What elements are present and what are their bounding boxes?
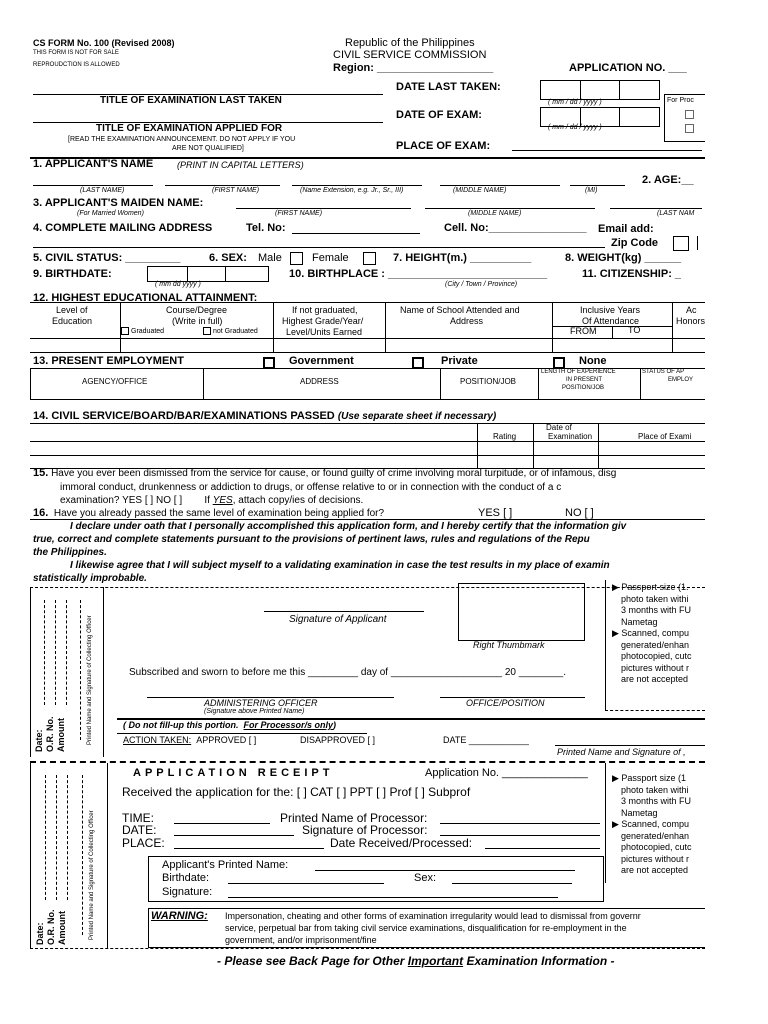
col-date-exam-label-2: Examination <box>548 432 593 441</box>
processor-date-field[interactable]: DATE ____________ <box>443 735 529 745</box>
birthplace-caption: (City / Town / Province) <box>445 281 518 288</box>
not-for-sale-note: THIS FORM IS NOT FOR SALE <box>33 50 119 56</box>
col-agency-label: AGENCY/OFFICE <box>82 377 148 386</box>
col-school-label: Name of School Attended and <box>400 305 520 315</box>
place-of-exam-line[interactable] <box>512 150 702 151</box>
q1-label: 1. APPLICANT'S NAME <box>33 158 154 170</box>
announcement-note-2: ARE NOT QUALIFIED] <box>172 145 244 152</box>
date-format-hint: ( mm / dd / yyyy ) <box>548 99 602 106</box>
title-last-taken-label: TITLE OF EXAMINATION LAST TAKEN <box>100 95 282 106</box>
declaration-line-3: the Philippines. <box>33 547 107 558</box>
receipt-date-label: DATE: <box>122 823 157 837</box>
date-last-taken-boxes[interactable] <box>540 80 660 100</box>
eligibility-row-1[interactable] <box>30 455 705 456</box>
col-grade-label-2: Highest Grade/Year/ <box>282 316 364 326</box>
signature-processor-label: Signature of Processor: <box>302 823 428 837</box>
private-label: Private <box>441 355 478 367</box>
signature-above-name-label: (Signature above Printed Name) <box>204 708 305 715</box>
mailing-address-field[interactable] <box>33 247 605 248</box>
receipt-strip-or-label: O.R. No. <box>46 909 56 945</box>
applicant-birthdate-field[interactable] <box>228 883 384 884</box>
right-thumbmark-label: Right Thumbmark <box>473 640 545 650</box>
from-label: FROM <box>570 326 597 336</box>
strip-collecting-officer: Printed Name and Signature of Collecting Officer <box>87 615 93 745</box>
date-last-taken-label: DATE LAST TAKEN: <box>396 81 501 93</box>
height-field[interactable]: 7. HEIGHT(m.) __________ <box>393 252 532 264</box>
col-length-label-2: IN PRESENT <box>566 377 603 383</box>
email-label: Email add: <box>598 223 654 235</box>
weight-field[interactable]: 8. WEIGHT(kg) ______ <box>565 252 682 264</box>
education-row[interactable] <box>30 352 705 353</box>
applicant-signature-field[interactable] <box>228 897 558 898</box>
col-grade-label: If not graduated, <box>292 305 358 315</box>
receipt-strip-collecting-officer: Printed Name and Signature of Collecting Officer <box>89 810 95 940</box>
maiden-middle-name-field[interactable] <box>425 208 595 209</box>
maiden-first-caption: (FIRST NAME) <box>275 210 323 217</box>
col-years-label-2: Of Attendance <box>582 316 640 326</box>
declaration-line-5: statistically improbable. <box>33 573 147 584</box>
last-name-caption: (LAST NAME) <box>80 187 125 194</box>
first-name-field[interactable] <box>165 185 280 186</box>
warning-label: WARNING: <box>151 910 208 922</box>
printed-processor-label: Printed Name of Processor: <box>280 811 428 825</box>
q16-no[interactable]: NO [ ] <box>565 507 594 519</box>
tel-no-field[interactable] <box>292 233 420 234</box>
warning-line-3: government, and/or imprisonment/fine <box>225 935 377 945</box>
name-extension-caption: (Name Extension, e.g. Jr., Sr., III) <box>300 187 404 194</box>
married-women-caption: (For Married Women) <box>77 210 144 217</box>
strip-date-label: Date: <box>34 729 44 752</box>
processor-note: ( Do not fill-up this portion. For Processor/s only) <box>123 720 337 730</box>
declaration-line-2: true, correct and complete statements pursuant to the provisions of pertinent laws, rules and regulations of the Repu <box>33 534 590 545</box>
maiden-last-caption: (LAST NAM <box>657 210 695 217</box>
warning-line-2: service, perpetual bar from taking civil service examinations, disqualification for re-employment in the <box>225 923 627 933</box>
region-field[interactable]: Region: ___________________ <box>333 62 494 74</box>
citizenship-field[interactable]: 11. CITIZENSHIP: _ <box>582 268 682 280</box>
receipt-place-field[interactable] <box>174 848 324 849</box>
birthdate-label: 9. BIRTHDATE: <box>33 268 112 280</box>
col-school-label-2: Address <box>450 316 484 326</box>
middle-name-field[interactable] <box>440 185 560 186</box>
processor-checkbox-1[interactable] <box>685 110 694 119</box>
mi-field[interactable] <box>570 185 625 186</box>
col-course-label: Course/Degree <box>166 305 228 315</box>
q15-text: 15. Have you ever been dismissed from the service for cause, or found guilty of crime involving moral turpitude, or of infamous, disg <box>33 467 617 479</box>
first-name-caption: (FIRST NAME) <box>212 187 260 194</box>
declaration-line-4: I likewise agree that I will subject myself to a validating examination in case the test results in my place of examin <box>70 560 610 571</box>
none-label: None <box>579 355 607 367</box>
col-years-label: Inclusive Years <box>580 305 641 315</box>
male-checkbox[interactable] <box>290 252 303 265</box>
q16-text: 16. Have you already passed the same level of examination being applied for? <box>33 507 385 519</box>
date-format-hint-2: ( mm / dd / yyyy ) <box>548 124 602 131</box>
maiden-last-name-field[interactable] <box>610 208 702 209</box>
col-rating-label: Rating <box>493 432 517 441</box>
receipt-date-field[interactable] <box>174 835 294 836</box>
col-level-label-2: Education <box>52 316 93 326</box>
receipt-time-label: TIME: <box>122 811 154 825</box>
receipt-strip-date-label: Date: <box>35 922 45 945</box>
receipt-strip-amount-label: Amount <box>57 911 67 945</box>
col-status-label-2: EMPLOY <box>668 377 694 383</box>
female-label: Female <box>312 252 349 264</box>
civil-status-field[interactable]: 5. CIVIL STATUS: _________ <box>33 252 181 264</box>
q3-label: 3. APPLICANT'S MAIDEN NAME: <box>33 197 204 209</box>
col-length-label-3: POSITION/JOB <box>562 385 605 391</box>
title-applied-label: TITLE OF EXAMINATION APPLIED FOR <box>96 123 283 134</box>
date-received-field[interactable] <box>485 848 600 849</box>
col-length-label: LENGTH OF EXPERIENCE <box>541 369 616 375</box>
middle-name-caption: (MIDDLE NAME) <box>453 187 507 194</box>
applicant-printed-name-label: Applicant's Printed Name: <box>162 859 289 871</box>
zip-code-box[interactable] <box>673 236 689 251</box>
to-label: TO <box>628 325 641 335</box>
right-thumbmark-box[interactable] <box>458 583 585 641</box>
q13-label: 13. PRESENT EMPLOYMENT <box>33 355 184 367</box>
cell-no-field[interactable]: Cell. No:________________ <box>444 222 587 234</box>
receipt-application-no[interactable]: Application No. ______________ <box>425 767 588 779</box>
for-processor-label: For Proc <box>667 97 694 104</box>
date-of-exam-label: DATE OF EXAM: <box>396 109 482 121</box>
name-extension-field[interactable] <box>292 185 422 186</box>
receipt-place-label: PLACE: <box>122 836 165 850</box>
birthplace-field[interactable]: 10. BIRTHPLACE : __________________________ <box>289 268 548 280</box>
maiden-first-name-field[interactable] <box>236 208 411 209</box>
birthdate-format-hint: ( mm dd yyyy ) <box>155 281 201 288</box>
q1-note: (PRINT IN CAPITAL LETTERS) <box>177 160 304 170</box>
disapproved-option[interactable]: DISAPPROVED [ ] <box>300 735 376 745</box>
strip-or-label: O.R. No. <box>45 716 55 752</box>
applicant-sex-field[interactable] <box>452 883 572 884</box>
zip-code-label: Zip Code <box>611 237 659 249</box>
processor-checkbox-2[interactable] <box>685 124 694 133</box>
applicant-birthdate-label: Birthdate: <box>162 872 210 884</box>
col-address-label: ADDRESS <box>300 377 339 386</box>
strip-amount-label: Amount <box>56 718 66 752</box>
employment-row[interactable] <box>30 399 705 400</box>
announcement-note: [READ THE EXAMINATION ANNOUNCEMENT. DO NOT APPLY IF YOU <box>68 136 296 143</box>
q15-answer[interactable]: examination? YES [ ] NO [ ] If YES, attach copy/ies of decisions. <box>60 495 364 506</box>
republic-label: Republic of the Philippines <box>345 37 475 49</box>
receipt-photo-note: ▶ Passport size (1 photo taken withi 3 months with FU Nametag ▶ Scanned, compu generated/enhan photocopied, cutc pictures without r are not accepted <box>612 773 692 875</box>
applicant-signature-label: Signature: <box>162 886 213 898</box>
commission-label: CIVIL SERVICE COMMISSION <box>333 49 487 61</box>
q16-yes[interactable]: YES [ ] <box>478 507 513 519</box>
administering-officer-label: ADMINISTERING OFFICER <box>204 698 318 708</box>
birthdate-boxes[interactable] <box>147 266 269 282</box>
form-number: CS FORM No. 100 (Revised 2008) <box>33 38 175 48</box>
receipt-title: APPLICATION RECEIPT <box>133 767 334 779</box>
col-honors-label: Ac <box>686 305 697 315</box>
not-graduated-option[interactable]: not Graduated <box>203 327 258 335</box>
printed-processor-field[interactable] <box>440 823 600 824</box>
application-number-field[interactable]: APPLICATION NO. ___ <box>569 62 687 74</box>
q4-label: 4. COMPLETE MAILING ADDRESS <box>33 222 213 234</box>
maiden-middle-caption: (MIDDLE NAME) <box>468 210 522 217</box>
place-of-exam-label: PLACE OF EXAM: <box>396 140 491 152</box>
q12-label: 12. HIGHEST EDUCATIONAL ATTAINMENT: <box>33 292 258 304</box>
q15-text-2: immoral conduct, drunkenness or addiction to drugs, or offense relative to or in connection with the conduct of a c <box>60 482 562 493</box>
receipt-time-field[interactable] <box>174 823 270 824</box>
col-level-label: Level of <box>56 305 88 315</box>
declaration-line-1: I declare under oath that I personally accomplished this application form, and I hereby certify that the information giv <box>70 521 627 532</box>
photo-note: ▶ Passport size (1. photo taken withi 3 months with FU Nametag ▶ Scanned, compu generated/enhan photocopied, cutc pictures without r are not accepted <box>612 582 692 684</box>
date-received-label: Date Received/Processed: <box>330 836 473 850</box>
last-name-field[interactable] <box>33 185 153 186</box>
male-label: Male <box>258 252 282 264</box>
government-label: Government <box>289 355 354 367</box>
col-date-exam-label: Date of <box>546 423 572 432</box>
action-taken: ACTION TAKEN: APPROVED [ ] <box>123 735 257 745</box>
col-honors-label-2: Honors <box>676 316 706 326</box>
col-course-label-2: (Write in full) <box>172 316 223 326</box>
female-checkbox[interactable] <box>363 252 376 265</box>
col-grade-label-3: Level/Units Earned <box>286 327 363 337</box>
printed-name-signature-label: Printed Name and Signature of , <box>557 747 686 757</box>
age-field[interactable]: 2. AGE:__ <box>642 174 694 186</box>
warning-line-1: Impersonation, cheating and other forms of examination irregularity would lead to dismissal from governr <box>225 911 641 921</box>
col-status-label: STATUS OF AP <box>642 369 685 375</box>
sex-label: 6. SEX: <box>209 252 247 264</box>
office-position-label: OFFICE/POSITION <box>466 698 545 708</box>
signature-applicant-line[interactable] <box>264 611 424 612</box>
tel-no-label: Tel. No: <box>246 222 286 234</box>
applicant-printed-name-field[interactable] <box>315 870 575 871</box>
mi-caption: (MI) <box>585 187 598 194</box>
received-for-options[interactable]: Received the application for the: [ ] CAT [ ] PPT [ ] Prof [ ] Subprof <box>122 785 471 799</box>
sworn-statement[interactable]: Subscribed and sworn to before me this _________ day of ____________________ 20 ________. <box>129 667 567 678</box>
applicant-sex-label: Sex: <box>414 872 437 884</box>
reproduction-note: REPROUDCTION IS ALLOWED <box>33 62 120 68</box>
footer-note: - Please see Back Page for Other Important Examination Information - <box>217 954 615 968</box>
col-position-label: POSITION/JOB <box>460 377 517 386</box>
graduated-option[interactable]: Graduated <box>121 327 164 335</box>
signature-applicant-label: Signature of Applicant <box>289 614 387 625</box>
col-place-label: Place of Exami <box>638 432 692 441</box>
q14-label: 14. CIVIL SERVICE/BOARD/BAR/EXAMINATIONS PASSED (Use separate sheet if necessary) <box>33 410 497 422</box>
